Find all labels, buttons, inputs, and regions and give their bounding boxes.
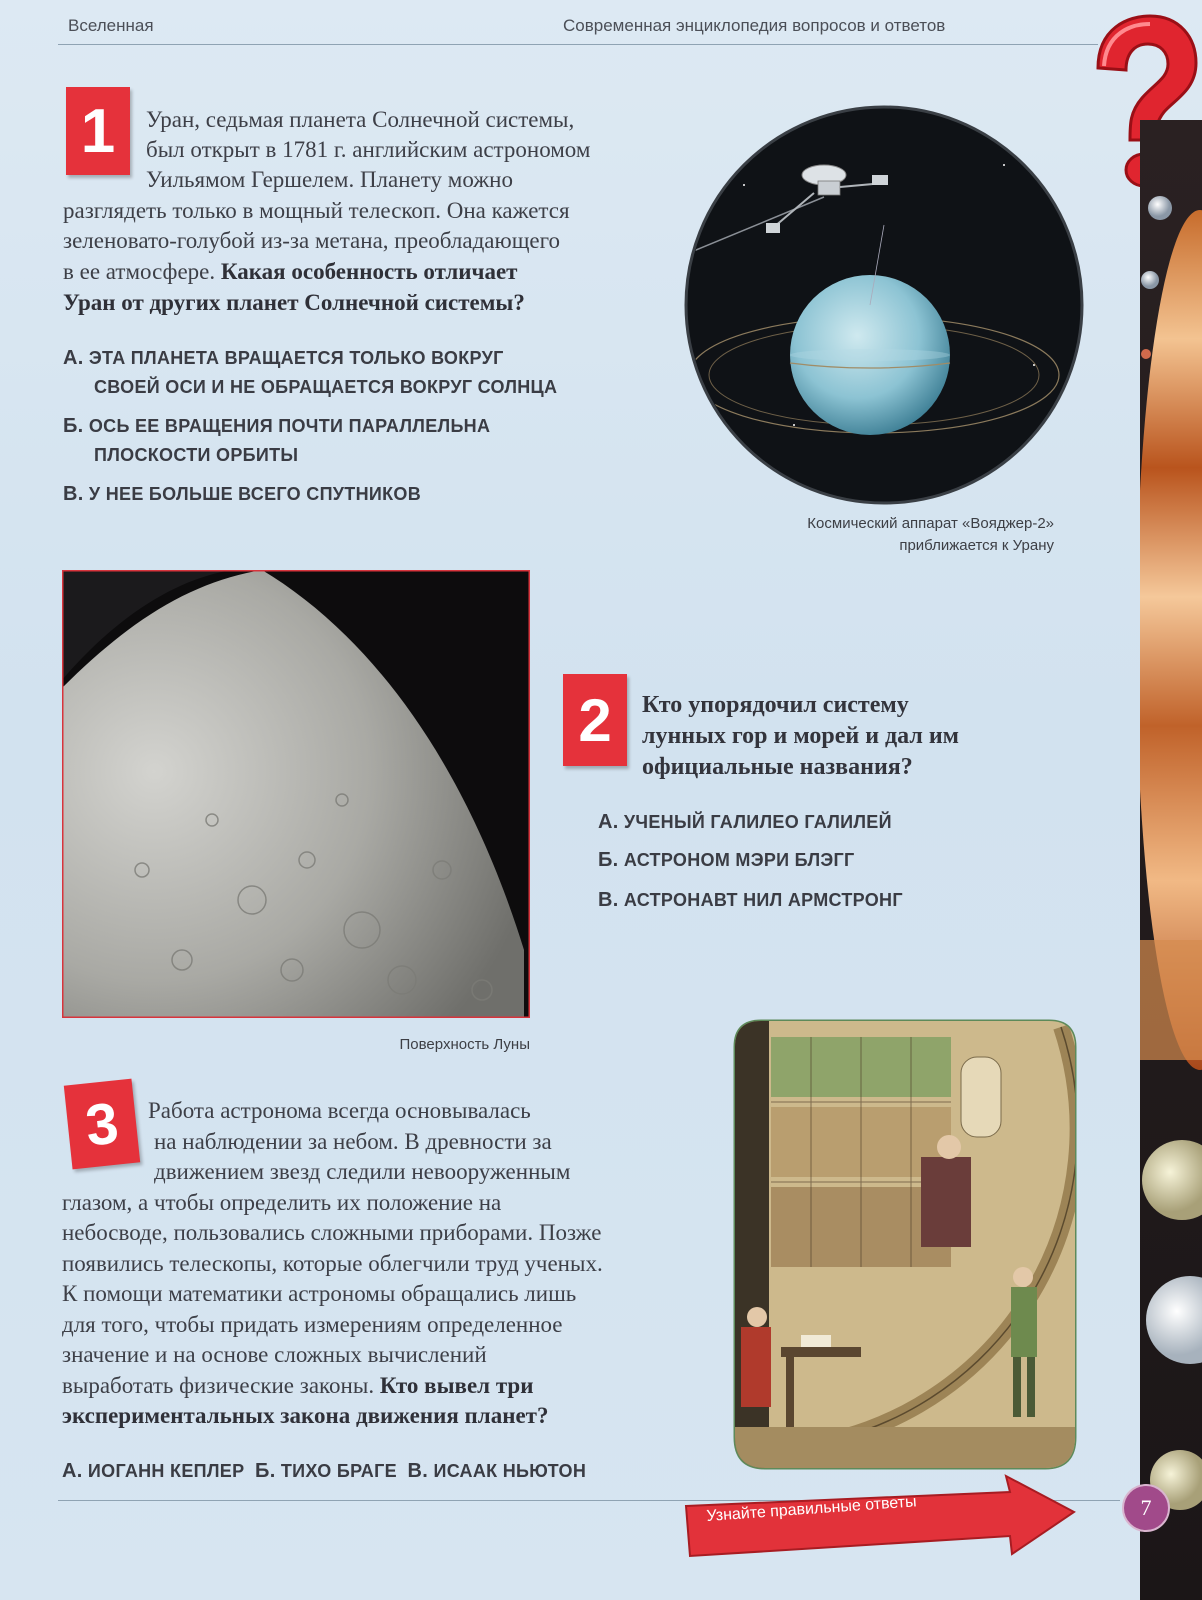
section-title: Вселенная <box>68 16 154 35</box>
option-letter: В. <box>407 1460 429 1482</box>
q3-text-line: значение и на основе сложных вычислений <box>62 1342 487 1367</box>
option-text: АСТРОНОМ МЭРИ БЛЭГГ <box>623 850 855 870</box>
q3-text-line: выработать физические законы. <box>62 1373 375 1398</box>
question-number-2: 2 <box>563 674 627 766</box>
q1-text-line: Уран, седьмая планета Солнечной системы, <box>146 107 575 132</box>
moon-caption: Поверхность Луны <box>399 1036 530 1053</box>
q3-text-last-line <box>62 1371 533 1402</box>
q1-question: Какая особенность отличает <box>220 259 518 284</box>
q1-option-b[interactable] <box>63 412 490 440</box>
q3-question-line <box>62 1401 548 1432</box>
q1-text-line: Уильямом Гершелем. Планету можно <box>146 167 513 192</box>
q1-text-line: зеленовато-голубой из-за метана, преобладающего <box>63 228 560 253</box>
q3-option-c[interactable] <box>408 1461 587 1481</box>
astronomer-engraving-image <box>731 1017 1079 1472</box>
question-number-3: 3 <box>64 1079 140 1170</box>
q3-question: Кто вывел три <box>379 1373 534 1398</box>
q2-option-b[interactable] <box>598 846 855 874</box>
q2-option-a[interactable] <box>598 808 892 836</box>
q3-text-line: Работа астронома всегда основывалась <box>148 1098 531 1123</box>
q1-option-c[interactable] <box>63 480 421 508</box>
q3-text-line: для того, чтобы придать измерениям определенное <box>62 1312 563 1337</box>
q2-question-line: официальные названия? <box>642 754 913 780</box>
option-letter: В. <box>63 483 84 505</box>
q2-option-c[interactable] <box>598 886 903 914</box>
q3-text-line: небосводе, пользовались сложными приборами. Позже <box>62 1220 602 1245</box>
option-text: ОСЬ ЕЕ ВРАЩЕНИЯ ПОЧТИ ПАРАЛЛЕЛЬНА <box>88 416 491 436</box>
q2-question-line: лунных гор и морей и дал им <box>642 723 960 749</box>
option-letter: А. <box>63 347 84 369</box>
q3-text-line: глазом, а чтобы определить их положение на <box>62 1190 502 1215</box>
q2-question-line: Кто упорядочил систему <box>642 692 909 718</box>
q1-option-a-cont: СВОЕЙ ОСИ И НЕ ОБРАЩАЕТСЯ ВОКРУГ СОЛНЦА <box>94 377 558 397</box>
q1-question-cont: Уран от других планет Солнечной системы? <box>63 290 525 315</box>
option-text: ИОГАНН КЕПЛЕР <box>87 1461 245 1481</box>
q1-question-line <box>63 288 525 319</box>
q3-text-line: появились телескопы, которые облегчили труд ученых. <box>62 1251 603 1276</box>
q3-options-row <box>62 1457 586 1485</box>
q3-option-a[interactable] <box>62 1461 244 1481</box>
moon-surface-image <box>62 570 530 1018</box>
q1-text-line: разглядеть только в мощный телескоп. Она кажется <box>63 198 570 223</box>
q3-text-line: на наблюдении за небом. В древности за <box>154 1129 552 1154</box>
q1-option-b-cont: ПЛОСКОСТИ ОРБИТЫ <box>94 445 299 465</box>
q1-option-a[interactable] <box>63 344 504 372</box>
option-letter: Б. <box>255 1460 276 1482</box>
planets-illustration <box>1140 120 1202 1600</box>
q1-text-line: был открыт в 1781 г. английским астрономом <box>146 137 591 162</box>
option-letter: А. <box>62 1460 83 1482</box>
caption-line: Космический аппарат «Вояджер-2» <box>807 515 1054 532</box>
q3-question-cont: экспериментальных закона движения планет? <box>62 1403 549 1428</box>
q3-option-b[interactable] <box>255 1461 397 1481</box>
option-letter: Б. <box>598 849 619 871</box>
uranus-voyager-image <box>684 105 1084 505</box>
option-letter: В. <box>598 889 619 911</box>
answers-arrow-text[interactable]: Узнайте правильные ответы <box>706 1493 918 1525</box>
option-letter: А. <box>598 811 619 833</box>
option-text: ЭТА ПЛАНЕТА ВРАЩАЕТСЯ ТОЛЬКО ВОКРУГ <box>88 348 504 368</box>
option-letter: Б. <box>63 415 84 437</box>
option-text: ИСААК НЬЮТОН <box>433 1461 587 1481</box>
header-rule <box>58 44 1098 45</box>
q1-text-line: в ее атмосфере. <box>63 259 216 284</box>
option-text: ТИХО БРАГЕ <box>280 1461 397 1481</box>
option-text: У НЕЕ БОЛЬШЕ ВСЕГО СПУТНИКОВ <box>88 484 422 504</box>
q3-text-line: движением звезд следили невооруженным <box>154 1159 571 1184</box>
question-number-1: 1 <box>66 87 130 175</box>
q3-text-line: К помощи математики астрономы обращались лишь <box>62 1281 577 1306</box>
book-title: Современная энциклопедия вопросов и ответов <box>563 16 946 35</box>
page-number: 7 <box>1122 1484 1170 1532</box>
q1-text-last-line <box>63 257 517 288</box>
caption-line: приближается к Урану <box>899 537 1054 554</box>
planets-strip <box>1140 120 1202 1600</box>
option-text: АСТРОНАВТ НИЛ АРМСТРОНГ <box>623 890 903 910</box>
uranus-caption <box>700 513 1054 557</box>
option-text: УЧЕНЫЙ ГАЛИЛЕО ГАЛИЛЕЙ <box>623 812 892 832</box>
